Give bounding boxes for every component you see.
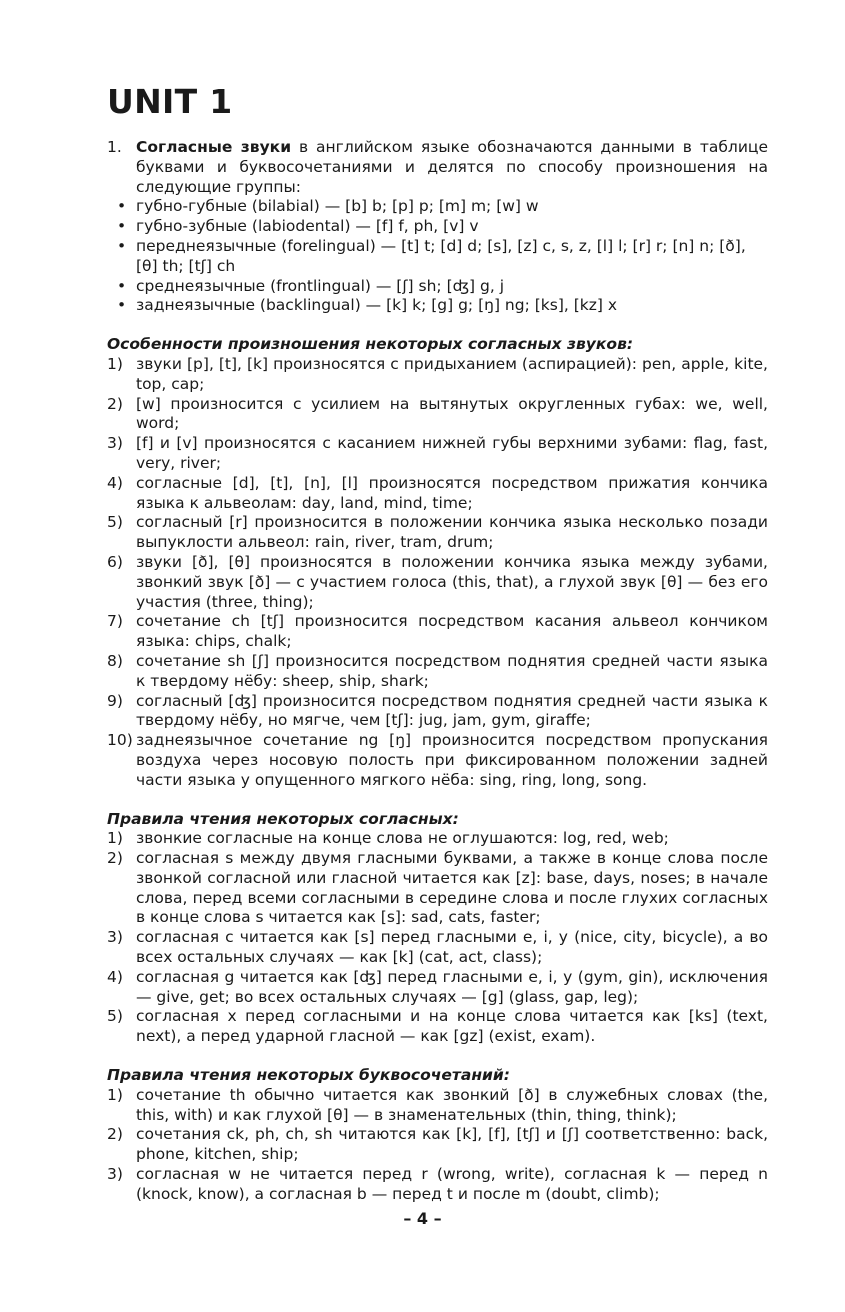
item-number: 4) xyxy=(107,473,123,492)
letter-combination-rules-list xyxy=(107,1086,768,1205)
intro-paragraph xyxy=(107,138,768,197)
item-text: согласная g читается как [ʤ] перед гласными e, i, y (gym, gin), исключения — give, get; во всех остальных случаях — [g] (glass, gap, leg); xyxy=(136,967,768,1006)
item-number: 3) xyxy=(107,1165,123,1184)
list-item xyxy=(107,1165,768,1205)
unit-title: UNIT 1 xyxy=(107,82,233,121)
item-number: 1) xyxy=(107,1085,123,1104)
intro-bold-term: Согласные звуки xyxy=(136,138,292,156)
list-item: • среднеязычные (frontlingual) — [ʃ] sh; [ʤ] g, j xyxy=(117,276,504,295)
list-item xyxy=(107,829,768,849)
intro-number: 1. xyxy=(107,138,122,156)
list-item: • переднеязычные (forelingual) — [t] t; [d] d; [s], [z] c, s, z, [l] l; [r] r; [n] n; [ð], [θ] th; [tʃ] ch xyxy=(117,236,746,275)
item-number: 6) xyxy=(107,552,123,571)
sound-groups-list xyxy=(107,197,768,316)
bullet-icon: • xyxy=(117,197,127,216)
list-item xyxy=(107,395,768,435)
item-number: 2) xyxy=(107,1125,123,1144)
item-number: 4) xyxy=(107,967,123,986)
item-text: сочетание ch [tʃ] произносится посредством касания альвеол кончиком языка: chips, chalk; xyxy=(136,612,768,651)
item-number: 8) xyxy=(107,651,123,670)
item-text: согласная c читается как [s] перед гласными e, i, y (nice, city, bicycle), а во всех остальных случаях — как [k] (cat, act, class); xyxy=(136,928,768,967)
pronunciation-list xyxy=(107,355,768,791)
item-text: согласный [ʤ] произносится посредством поднятия средней части языка к твердому нёбу, но мягче, чем [tʃ]: jug, jam, gym, giraffe; xyxy=(136,691,768,730)
list-item xyxy=(107,692,768,732)
bullet-icon: • xyxy=(117,296,127,315)
item-text: сочетание th обычно читается как звонкий [ð] в служебных словах (the, this, with) и как глухой [θ] — в знаменательных (thin, thing, think); xyxy=(136,1085,768,1124)
list-item xyxy=(107,474,768,514)
section-heading-letter-combination-rules: Правила чтения некоторых буквосочетаний: xyxy=(107,1066,510,1085)
item-text: [f] и [v] произносятся с касанием нижней губы верхними зубами: flag, fast, very, river; xyxy=(136,434,768,472)
list-item xyxy=(107,968,768,1008)
item-text: согласная w не читается перед r (wrong, write), согласная k — перед n (knock, know), а согласная b — перед t и после m (doubt, climb); xyxy=(136,1165,768,1203)
list-item: • губно-зубные (labiodental) — [f] f, ph, [v] v xyxy=(117,217,479,236)
item-number: 9) xyxy=(107,691,123,710)
item-text: согласная x перед согласными и на конце слова читается как [ks] (text, next), а перед ударной гласной — как [gz] (exist, exam). xyxy=(136,1007,768,1046)
bullet-icon: • xyxy=(117,276,127,295)
list-item: • заднеязычные (backlingual) — [k] k; [g] g; [ŋ] ng; [ks], [kz] x xyxy=(117,296,618,315)
item-text: согласные [d], [t], [n], [l] произносятся посредством прижатия кончика языка к альвеолам: day, land, mind, time; xyxy=(136,473,768,512)
list-item xyxy=(107,434,768,474)
item-text: сочетание sh [ʃ] произносится посредством поднятия средней части языка к твердому нёбу: sheep, ship, shark; xyxy=(136,651,768,690)
item-text: согласный [r] произносится в положении кончика языка несколько позади выпуклости альвеол: rain, river, tram, drum; xyxy=(136,513,768,552)
item-text: согласная s между двумя гласными буквами, а также в конце слова после звонкой согласной или гласной читается как [z]: base, days, noses; в начале слова, перед всеми согласными в середине слова и после глухих согласных в конце слова s читается как [s]: sad, cats, faster; xyxy=(136,849,768,927)
item-text: [w] произносится с усилием на вытянутых округленных губах: we, well, word; xyxy=(136,394,768,433)
bullet-icon: • xyxy=(117,236,127,255)
list-item xyxy=(107,1086,768,1126)
item-number: 7) xyxy=(107,612,123,631)
item-text: звуки [ð], [θ] произносятся в положении кончика языка между зубами, звонкий звук [ð] — с участием голоса (this, that), а глухой звук [θ] — без его участия (three, thing); xyxy=(136,552,768,611)
item-text: заднеязычное сочетание ng [ŋ] произносится посредством пропускания воздуха через носовую полость при фиксированном положении задней части языка у опущенного мягкого нёба: sing, ring, long, song. xyxy=(136,731,768,789)
item-number: 1) xyxy=(107,354,123,373)
list-item xyxy=(107,612,768,652)
list-item xyxy=(107,355,768,395)
content xyxy=(107,138,768,1205)
item-number: 5) xyxy=(107,513,123,532)
list-item xyxy=(107,731,768,790)
list-item xyxy=(107,928,768,968)
item-number: 2) xyxy=(107,394,123,413)
bullet-icon: • xyxy=(117,217,127,236)
list-item xyxy=(107,652,768,692)
item-number: 10) xyxy=(107,731,133,750)
item-number: 1) xyxy=(107,829,123,848)
section-heading-pronunciation: Особенности произношения некоторых согласных звуков: xyxy=(107,335,634,354)
intro-text: в английском языке обозначаются данными в таблице буквами и буквосочетаниями и делятся по способу произношения на следующие группы: xyxy=(136,138,768,196)
item-text: сочетания ck, ph, ch, sh читаются как [k], [f], [tʃ] и [ʃ] соответственно: back, phone, kitchen, ship; xyxy=(136,1125,768,1164)
item-number: 3) xyxy=(107,434,123,453)
list-item xyxy=(107,553,768,612)
item-number: 3) xyxy=(107,928,123,947)
item-number: 2) xyxy=(107,849,123,868)
section-heading-consonant-rules: Правила чтения некоторых согласных: xyxy=(107,809,459,828)
list-item xyxy=(107,849,768,928)
page-number: – 4 – xyxy=(403,1209,442,1228)
list-item xyxy=(107,1007,768,1047)
item-text: звуки [p], [t], [k] произносятся с придыханием (аспирацией): pen, apple, kite, top, cap; xyxy=(136,354,768,393)
consonant-rules-list xyxy=(107,829,768,1047)
list-item: • губно-губные (bilabial) — [b] b; [p] p; [m] m; [w] w xyxy=(117,197,539,216)
list-item xyxy=(107,1125,768,1165)
list-item xyxy=(107,513,768,553)
item-number: 5) xyxy=(107,1007,123,1026)
item-text: звонкие согласные на конце слова не оглушаются: log, red, web; xyxy=(136,829,669,848)
